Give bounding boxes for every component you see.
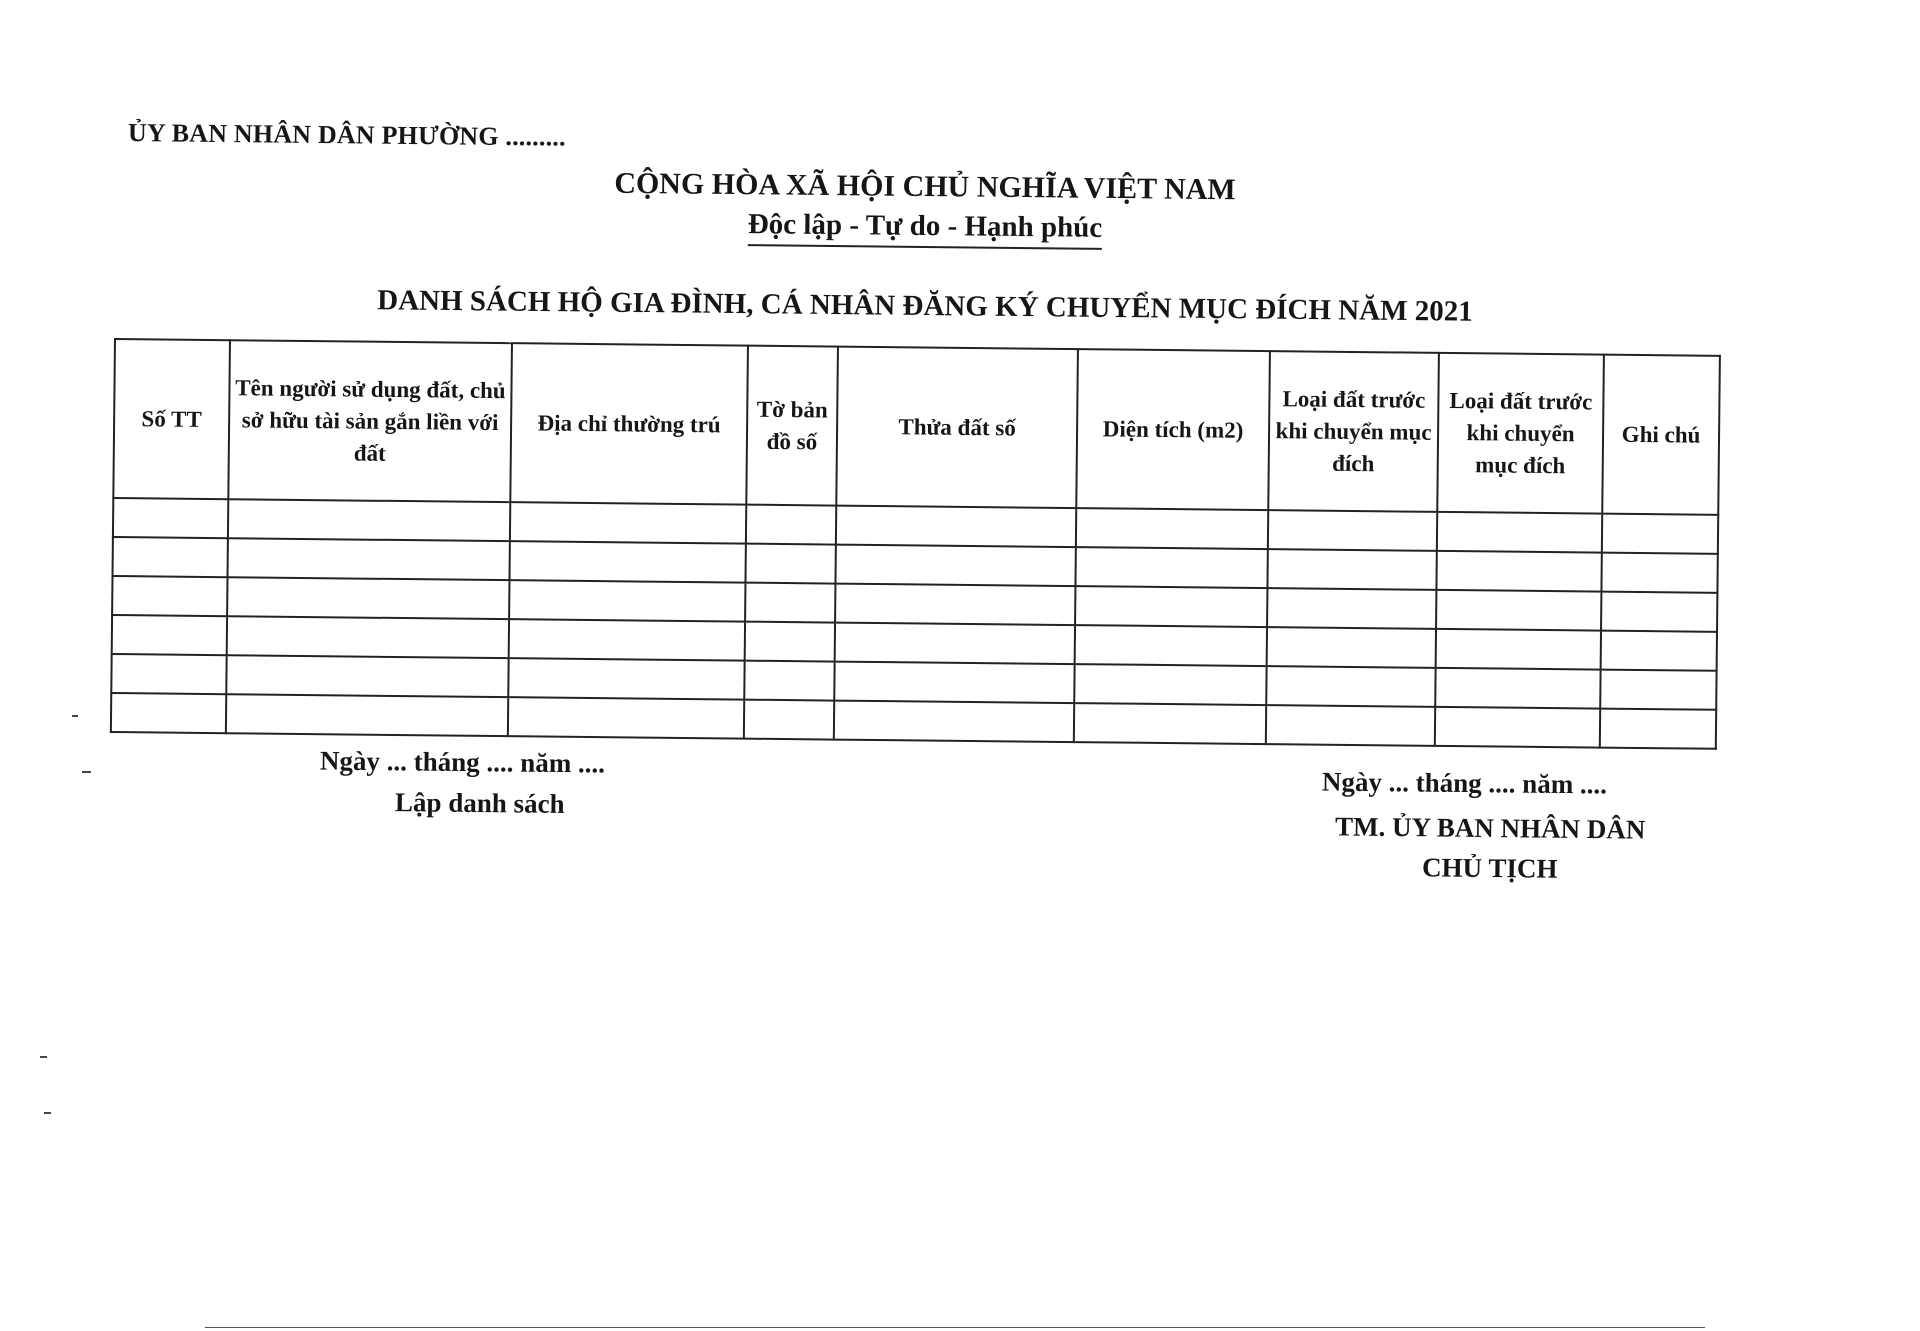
table-cell[interactable]: [112, 576, 227, 616]
table-cell[interactable]: [510, 502, 746, 543]
scan-mark: [44, 1112, 51, 1114]
table-cell[interactable]: [1436, 590, 1601, 631]
table-cell[interactable]: [509, 619, 745, 660]
scan-mark: [82, 771, 91, 773]
table-cell[interactable]: [746, 505, 836, 545]
table-cell[interactable]: [834, 662, 1074, 704]
table-cell[interactable]: [227, 577, 509, 619]
table-cell[interactable]: [1601, 592, 1717, 632]
table-header-row: [113, 339, 1720, 515]
table-cell[interactable]: [835, 623, 1075, 665]
table-cell[interactable]: [1266, 666, 1435, 707]
table-cell[interactable]: [1267, 627, 1436, 668]
column-header-owner-name: Tên người sử dụng đất, chủ sở hữu tài sản gắn liền với đất: [228, 340, 512, 502]
registration-table: [110, 338, 1721, 750]
table-cell[interactable]: [744, 661, 834, 701]
table-cell[interactable]: [112, 615, 227, 655]
table-cell[interactable]: [1267, 549, 1436, 590]
table-cell[interactable]: [1267, 588, 1436, 629]
signing-organization: TM. ỦY BAN NHÂN DÂN: [1334, 811, 1646, 845]
table-body: [111, 498, 1718, 749]
agency-header: ỦY BAN NHÂN DÂN PHƯỜNG .........: [127, 118, 566, 152]
table-cell[interactable]: [1436, 551, 1601, 592]
table-cell[interactable]: [835, 584, 1075, 626]
table-cell[interactable]: [508, 697, 744, 738]
table-cell[interactable]: [113, 498, 228, 538]
table-cell[interactable]: [227, 616, 509, 658]
national-title: CỘNG HÒA XÃ HỘI CHỦ NGHĨA VIỆT NAM: [614, 166, 1236, 207]
registration-table-container: [110, 338, 1719, 750]
table-cell[interactable]: [1436, 629, 1601, 670]
signer-title: CHỦ TỊCH: [1421, 852, 1558, 884]
table-cell[interactable]: [1435, 707, 1600, 748]
table-cell[interactable]: [1601, 553, 1717, 593]
scan-mark: [72, 715, 78, 717]
table-cell[interactable]: [1437, 512, 1602, 553]
table-cell[interactable]: [745, 544, 835, 584]
table-cell[interactable]: [745, 622, 835, 662]
signature-block: [1300, 806, 1681, 890]
table-cell[interactable]: [1076, 508, 1268, 549]
scan-bottom-edge: [205, 1327, 1705, 1328]
table-cell[interactable]: [228, 499, 510, 541]
table-cell[interactable]: [1074, 664, 1266, 705]
table-cell[interactable]: [226, 655, 508, 697]
column-header-address: Địa chỉ thường trú: [510, 343, 748, 504]
table-cell[interactable]: [508, 658, 744, 699]
column-header-area: Diện tích (m2): [1076, 349, 1270, 510]
column-header-land-type-before: Loại đất trước khi chuyển mục đích: [1268, 351, 1439, 512]
table-cell[interactable]: [1266, 705, 1435, 746]
table-cell[interactable]: [744, 700, 834, 740]
table-cell[interactable]: [1602, 514, 1718, 554]
table-cell[interactable]: [1074, 703, 1266, 744]
column-header-map-sheet: Tờ bản đồ số: [746, 346, 838, 506]
table-cell[interactable]: [835, 545, 1075, 587]
document-title: DANH SÁCH HỘ GIA ĐÌNH, CÁ NHÂN ĐĂNG KÝ CHUYỂN MỤC ĐÍCH NĂM 2021: [377, 284, 1473, 328]
table-cell[interactable]: [509, 580, 745, 621]
table-cell[interactable]: [1601, 631, 1717, 671]
table-cell[interactable]: [1435, 668, 1600, 709]
national-motto: Độc lập - Tự do - Hạnh phúc: [748, 208, 1103, 250]
column-header-notes: Ghi chú: [1602, 355, 1720, 515]
table-cell[interactable]: [836, 506, 1076, 548]
column-header-stt: Số TT: [113, 339, 230, 499]
table-cell[interactable]: [509, 541, 745, 582]
table-cell[interactable]: [1600, 670, 1716, 710]
table-cell[interactable]: [1268, 510, 1437, 551]
scan-mark: [40, 1056, 47, 1058]
table-cell[interactable]: [228, 538, 510, 580]
table-cell[interactable]: [1075, 547, 1267, 588]
right-date-line: Ngày ... tháng .... năm ....: [1321, 766, 1608, 800]
table-cell[interactable]: [745, 583, 835, 623]
left-date-line: Ngày ... tháng .... năm ....: [319, 745, 606, 779]
table-cell[interactable]: [113, 537, 228, 577]
table-cell[interactable]: [1075, 586, 1267, 627]
column-header-parcel-number: Thửa đất số: [836, 347, 1078, 509]
table-cell[interactable]: [111, 654, 226, 694]
table-cell[interactable]: [226, 694, 508, 736]
table-cell[interactable]: [1600, 709, 1716, 749]
column-header-land-type-before-2: Loại đất trước khi chuyển mục đích: [1437, 353, 1604, 514]
table-cell[interactable]: [111, 693, 226, 733]
prepared-by-label: Lập danh sách: [394, 787, 565, 819]
table-cell[interactable]: [834, 701, 1074, 743]
table-cell[interactable]: [1075, 625, 1267, 666]
